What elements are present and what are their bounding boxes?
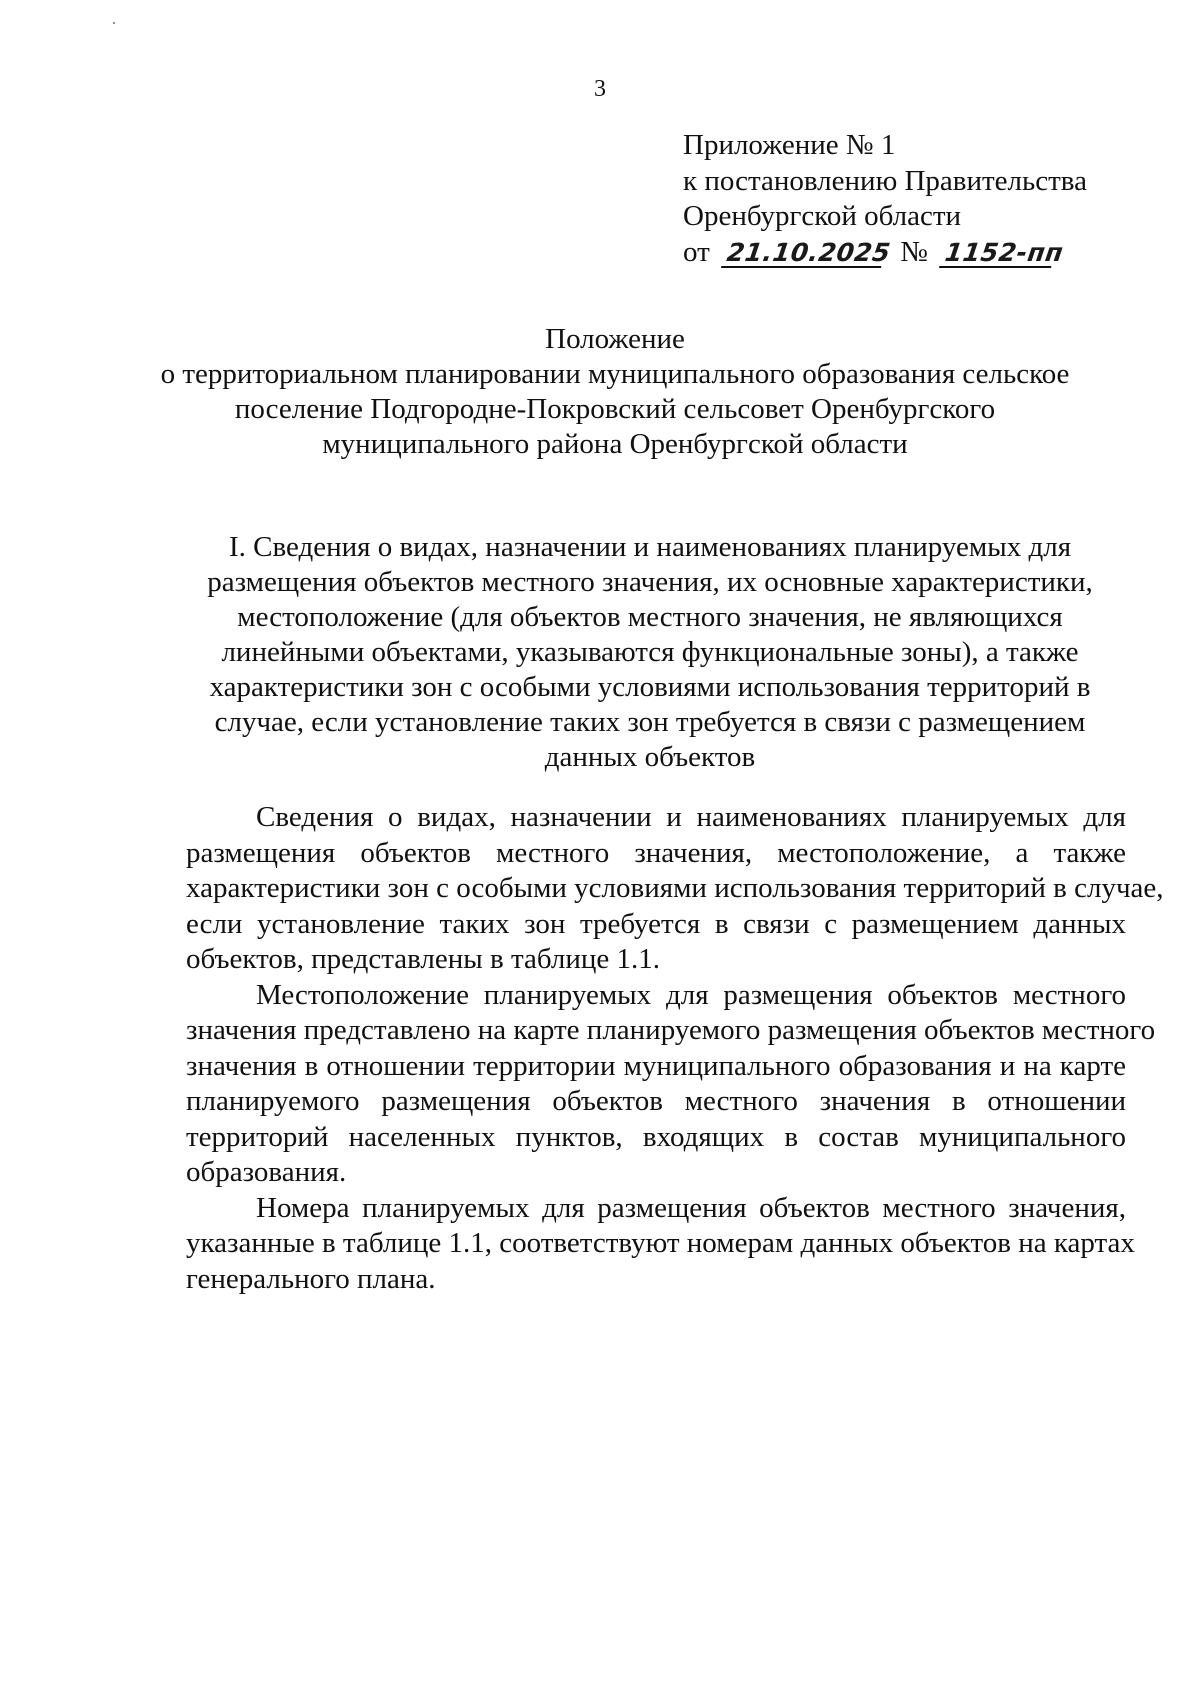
paragraph [186, 978, 1156, 1191]
heading-line: размещения объектов местного значения, их основные характеристики, [207, 566, 1093, 598]
text-line: планируемого размещения объектов местного значения в отношении [186, 1085, 1126, 1117]
title-line: поселение Подгородне-Покровский сельсовет Оренбургского [234, 393, 996, 425]
heading-line: характеристики зон с особыми условиями использования территорий в [209, 671, 1091, 703]
heading-line: I. Сведения о видах, назначении и наименованиях планируемых для [228, 531, 1072, 563]
text-line: Номера планируемых для размещения объектов местного значения, [256, 1191, 1126, 1224]
document-title [150, 322, 1080, 462]
title-line: о территориальном планировании муниципального образования сельское [160, 358, 1070, 390]
appendix-region: Оренбургской области [683, 200, 962, 232]
text-line: если установление таких зон требуется в связи с размещением данных [186, 907, 1126, 940]
text-line: размещения объектов местного значения, местоположение, а также [186, 836, 1126, 869]
body-text [186, 800, 1164, 1297]
number-label: № [900, 235, 928, 268]
heading-line: данных объектов [544, 741, 756, 773]
appendix-title: Приложение № 1 [683, 129, 896, 161]
text-line: характеристики зон с особыми условиями использования территорий в случае, [186, 872, 1164, 904]
section-heading [200, 530, 1100, 775]
handwritten-date: 21.10.2025 [721, 240, 885, 268]
appendix-resolution-ref: к постановлению Правительства [683, 164, 1087, 197]
appendix-date-number-line [683, 235, 1163, 271]
text-line: образования. [186, 1156, 347, 1188]
title-line: Положение [545, 323, 685, 355]
page-number: 3 [594, 76, 606, 102]
paragraph [186, 1191, 1135, 1298]
heading-line: местоположение (для объектов местного значения, не являющихся [237, 601, 1063, 633]
title-line: муниципального района Оренбургской области [322, 428, 908, 460]
text-line: Сведения о видах, назначении и наименованиях планируемых для [256, 801, 1126, 833]
text-line: территорий населенных пунктов, входящих в состав муниципального [186, 1120, 1126, 1153]
handwritten-number: 1152-пп [939, 240, 1055, 268]
scan-speck [113, 22, 115, 24]
heading-line: линейными объектами, указываются функциональные зоны), а также [221, 636, 1079, 668]
text-line: указанные в таблице 1.1, соответствуют номерам данных объектов на картах [186, 1227, 1135, 1259]
paragraph [186, 800, 1164, 978]
appendix-header [683, 128, 1163, 270]
text-line: Местоположение планируемых для размещения объектов местного [256, 978, 1126, 1011]
text-line: значения представлено на карте планируемого размещения объектов местного [186, 1014, 1156, 1046]
heading-line: случае, если установление таких зон требуется в связи с размещением [214, 706, 1086, 738]
text-line: значения в отношении территории муниципального образования и на карте [186, 1049, 1126, 1082]
from-label: от [683, 235, 710, 268]
text-line: генерального плана. [186, 1262, 436, 1295]
text-line: объектов, представлены в таблице 1.1. [186, 943, 661, 975]
